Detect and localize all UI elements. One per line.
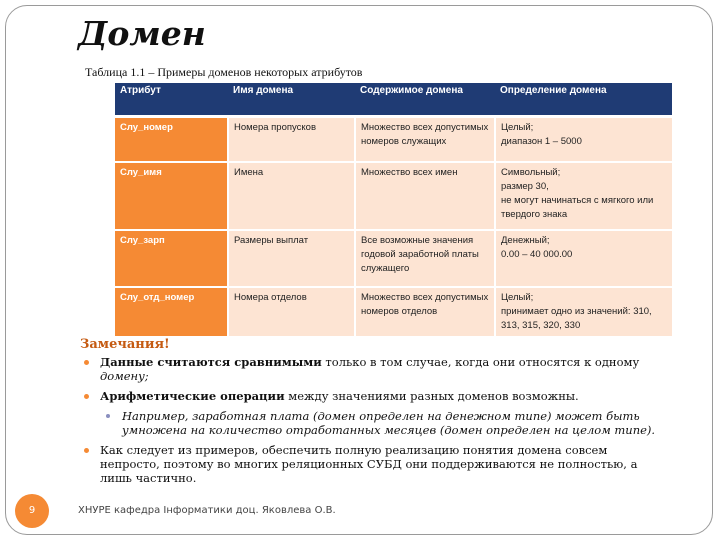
cell-attribute: Слу_отд_номер: [115, 287, 228, 337]
cell-domain-content: Все возможные значения годовой заработной платы служащего: [355, 230, 495, 287]
cell-domain-content: Множество всех допустимых номеров служащих: [355, 117, 495, 162]
header-domain-definition: Определение домена: [495, 83, 672, 117]
domains-table: [115, 83, 672, 338]
cell-domain-definition: Символьный; размер 30, не могут начинаться с мягкого или твердого знака: [495, 162, 672, 230]
note-item: [80, 355, 670, 383]
cell-domain-content: Множество всех имен: [355, 162, 495, 230]
cell-domain-definition: Целый; диапазон 1 – 5000: [495, 117, 672, 162]
note-item: [80, 389, 670, 403]
cell-domain-name: Номера отделов: [228, 287, 355, 337]
table-row: [115, 117, 672, 162]
cell-attribute: Слу_зарп: [115, 230, 228, 287]
notes-list: [80, 355, 670, 491]
header-domain-content: Содержимое домена: [355, 83, 495, 117]
note-text: только в том случае, когда они относятся к одному: [321, 355, 640, 369]
note-item: Как следует из примеров, обеспечить полную реализацию понятия домена совсем непросто, поэтому во многих реляционных СУБД они поддерживаются не полностью, а лишь частично.: [80, 443, 670, 485]
cell-domain-definition: Денежный; 0.00 – 40 000.00: [495, 230, 672, 287]
note-bold: Арифметические операции: [100, 389, 285, 403]
page-number: 9: [15, 494, 49, 528]
note-italic: домену;: [100, 369, 149, 383]
header-domain-name: Имя домена: [228, 83, 355, 117]
header-attribute: Атрибут: [115, 83, 228, 117]
table-row: [115, 230, 672, 287]
note-bold: Данные считаются сравнимыми: [100, 355, 322, 369]
table-caption: Таблица 1.1 – Примеры доменов некоторых атрибутов: [85, 65, 363, 79]
cell-domain-name: Номера пропусков: [228, 117, 355, 162]
note-subitem: Например, заработная плата (домен определен на денежном типе) может быть умножена на количество отработанных месяцев (домен определен на целом типе).: [80, 409, 670, 437]
footer-text: ХНУРЕ кафедра Інформатики доц. Яковлева О.В.: [78, 505, 336, 516]
cell-domain-definition: Целый; принимает одно из значений: 310, 313, 315, 320, 330: [495, 287, 672, 337]
slide-title: Домен: [78, 14, 206, 53]
table-row: [115, 162, 672, 230]
cell-attribute: Слу_номер: [115, 117, 228, 162]
cell-attribute: Слу_имя: [115, 162, 228, 230]
note-text: между значениями разных доменов возможны.: [284, 389, 579, 403]
cell-domain-name: Имена: [228, 162, 355, 230]
cell-domain-content: Множество всех допустимых номеров отделов: [355, 287, 495, 337]
cell-domain-name: Размеры выплат: [228, 230, 355, 287]
table-row: [115, 287, 672, 337]
notes-title: Замечания!: [80, 337, 170, 352]
